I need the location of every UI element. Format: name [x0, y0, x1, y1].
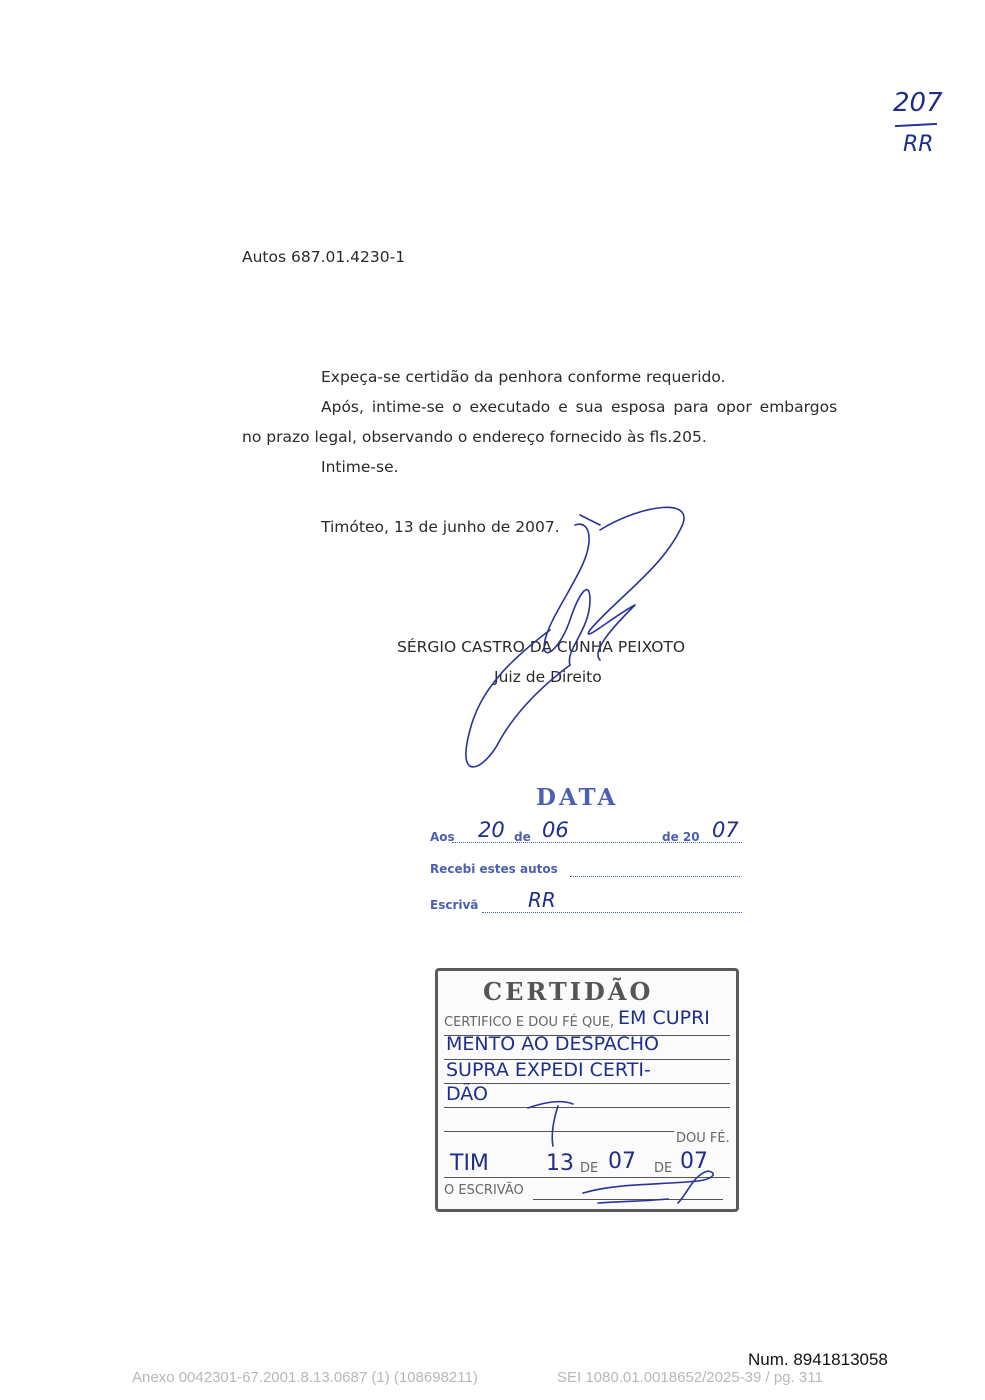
judge-name: SÉRGIO CASTRO DA CUNHA PEIXOTO — [397, 638, 686, 656]
paragraph-2: Após, intime-se o executado e sua esposa para opor embargos — [321, 398, 838, 416]
place-date: Timóteo, 13 de junho de 2007. — [321, 518, 560, 536]
certidao-month: 07 — [608, 1149, 636, 1174]
folio-initials: RR — [903, 132, 934, 157]
data-stamp-line2 — [430, 860, 740, 880]
judge-title: Juiz de Direito — [494, 668, 602, 686]
data-stamp-day: 20 — [478, 818, 505, 842]
footer-sei: SEI 1080.01.0018652/2025-39 / pg. 311 — [557, 1369, 823, 1386]
certidao-hand-line1: EM CUPRI — [618, 1007, 710, 1029]
certidao-stamp — [435, 968, 739, 1212]
certidao-dou-fe: DOU FÉ. — [676, 1131, 730, 1146]
judge-signature — [440, 500, 710, 780]
data-stamp-month: 06 — [542, 818, 569, 842]
certidao-signature — [578, 1163, 728, 1207]
certidao-hand-line3: SUPRA EXPEDI CERTI- — [446, 1059, 651, 1081]
data-stamp-dots2 — [570, 876, 740, 877]
paragraph-1: Expeça-se certidão da penhora conforme requerido. — [321, 368, 726, 386]
certidao-hand-line2: MENTO AO DESPACHO — [446, 1033, 659, 1055]
certidao-title: CERTIDÃO — [483, 977, 654, 1006]
certidao-city: TIM — [450, 1151, 489, 1176]
data-stamp-de: de — [514, 830, 531, 844]
certidao-escrivao: O ESCRIVÃO — [444, 1183, 524, 1198]
folio-number: 207 — [893, 88, 943, 118]
paragraph-3: no prazo legal, observando o endereço fornecido às fls.205. — [242, 428, 707, 446]
certidao-dash-mark — [523, 1096, 583, 1151]
data-stamp-aos: Aos — [430, 830, 455, 844]
paragraph-4: Intime-se. — [321, 458, 399, 476]
data-stamp-line1 — [430, 818, 750, 848]
certidao-year: 07 — [680, 1149, 708, 1174]
case-reference: Autos 687.01.4230-1 — [242, 248, 406, 266]
certidao-hand-line4: DÃO — [446, 1083, 488, 1105]
certidao-de1: DE — [580, 1161, 599, 1176]
data-stamp-year: 07 — [712, 818, 739, 842]
data-stamp-title: DATA — [536, 784, 619, 811]
data-stamp-dots1 — [452, 842, 742, 843]
data-stamp-recebi: Recebi estes autos — [430, 862, 558, 876]
certidao-rule-4 — [444, 1107, 730, 1108]
certidao-de2: DE — [654, 1161, 673, 1176]
data-stamp-year-prefix: de 20 — [662, 830, 700, 844]
footer-anexo: Anexo 0042301-67.2001.8.13.0687 (1) (108698211) — [132, 1369, 478, 1386]
folio-divider — [895, 123, 937, 127]
data-stamp-line3 — [430, 888, 745, 916]
certidao-certifico: CERTIFICO E DOU FÉ QUE, — [444, 1015, 615, 1030]
certidao-day: 13 — [546, 1151, 574, 1176]
data-stamp-escriva: Escrivã — [430, 898, 479, 912]
data-stamp-dots3 — [482, 912, 742, 913]
data-stamp-initials: RR — [528, 888, 556, 912]
footer-num: Num. 8941813058 — [748, 1350, 888, 1369]
